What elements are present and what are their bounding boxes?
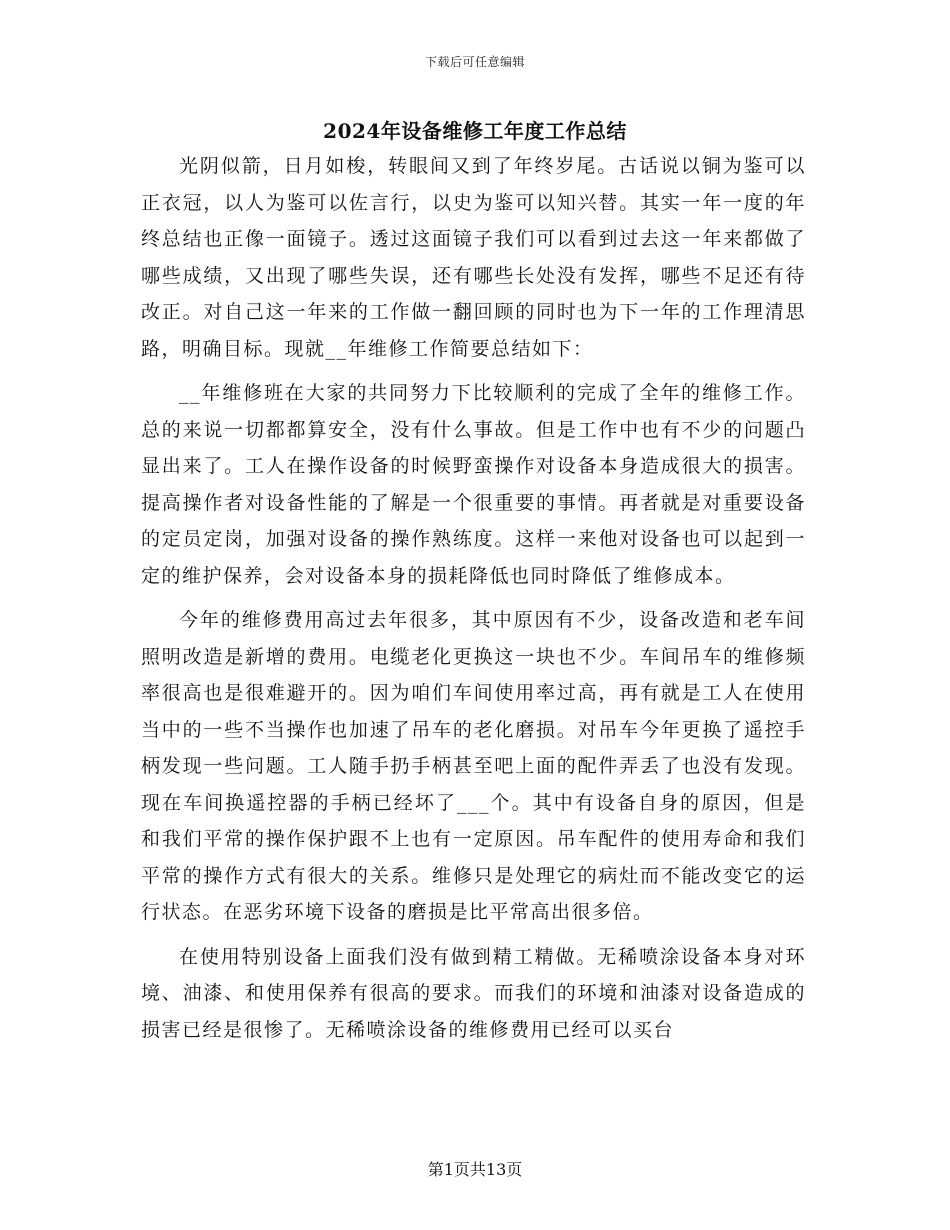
page-number: 第1页共13页 — [427, 1160, 523, 1179]
paragraph-4: 在使用特别设备上面我们没有做到精工精做。无稀喷涂设备本身对环境、油漆、和使用保养有很高的要求。而我们的环境和油漆对设备造成的损害已经是很惨了。无稀喷涂设备的维修费用已经可以买台 — [141, 945, 806, 1041]
paragraph-3: 今年的维修费用高过去年很多，其中原因有不少，设备改造和老车间照明改造是新增的费用。电缆老化更换这一块也不少。车间吊车的维修频率很高也是很难避开的。因为咱们车间使用率过高，再有就是工人在使用当中的一些不当操作也加速了吊车的老化磨损。对吊车今年更换了遥控手柄发现一些问题。工人随手扔手柄甚至吧上面的配件弄丢了也没有发现。现在车间换遥控器的手柄已经坏了___个。其中有设备自身的原因，但是和我们平常的操作保护跟不上也有一定原因。吊车配件的使用寿命和我们平常的操作方式有很大的关系。维修只是处理它的病灶而不能改变它的运行状态。在恶劣环境下设备的磨损是比平常高出很多倍。 — [141, 609, 806, 923]
document-title: 2024年设备维修工年度工作总结 — [323, 119, 627, 143]
paragraph-2: __年维修班在大家的共同努力下比较顺利的完成了全年的维修工作。总的来说一切都都算安全，没有什么事故。但是工作中也有不少的问题凸显出来了。工人在操作设备的时候野蛮操作对设备本身造成很大的损害。提高操作者对设备性能的了解是一个很重要的事情。再者就是对重要设备的定员定岗，加强对设备的操作熟练度。这样一来他对设备也可以起到一定的维护保养，会对设备本身的损耗降低也同时降低了维修成本。 — [141, 382, 806, 587]
document-body — [141, 148, 806, 1056]
page-header-note: 下载后可任意编辑 — [424, 55, 525, 69]
paragraph-1: 光阴似箭，日月如梭，转眼间又到了年终岁尾。古话说以铜为鉴可以正衣冠，以人为鉴可以佐言行，以史为鉴可以知兴替。其实一年一度的年终总结也正像一面镜子。透过这面镜子我们可以看到过去这一年来都做了哪些成绩，又出现了哪些失误，还有哪些长处没有发挥，哪些不足还有待改正。对自己这一年来的工作做一翻回顾的同时也为下一年的工作理清思路，明确目标。现就__年维修工作简要总结如下： — [141, 155, 806, 360]
